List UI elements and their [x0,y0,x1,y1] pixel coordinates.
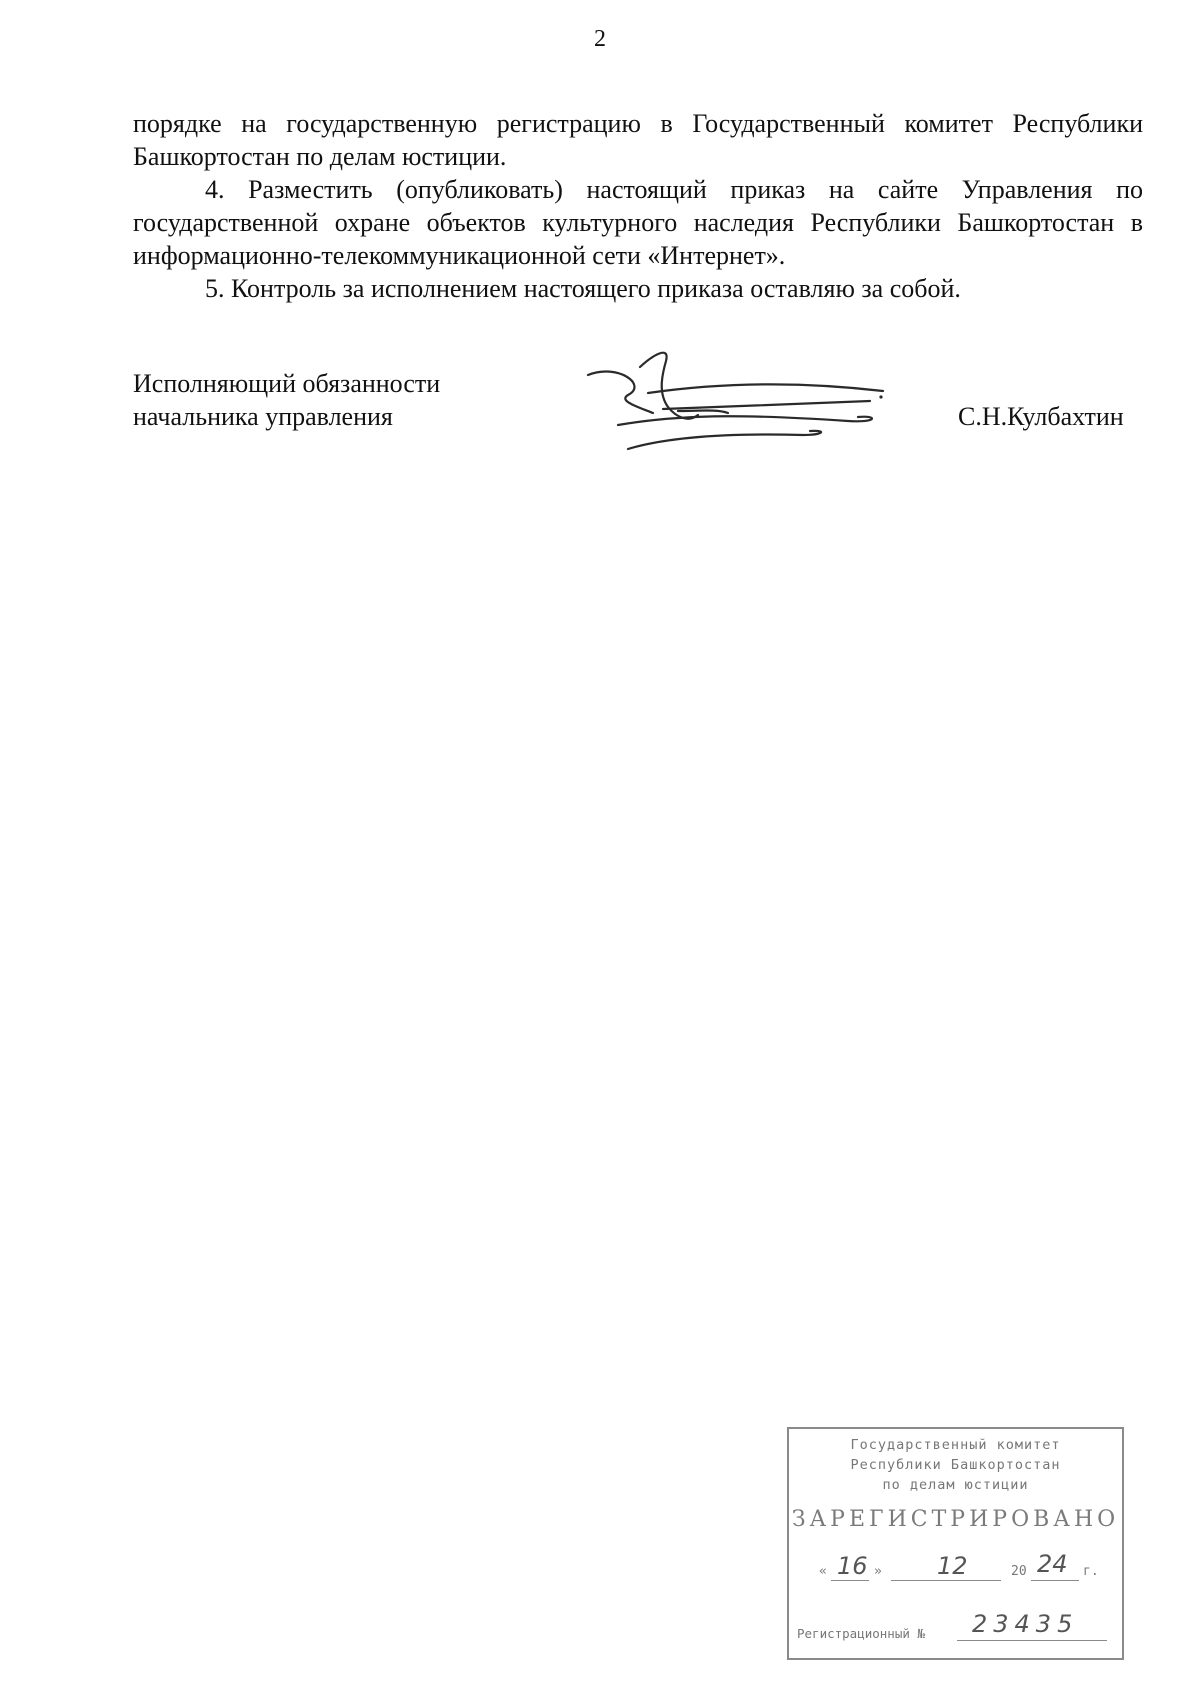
stamp-reg-number: 23435 [972,1610,1079,1638]
stamp-month: 12 [937,1552,968,1580]
signer-position [133,367,440,433]
stamp-quote-close: » [874,1564,882,1579]
signer-position-line2: начальника управления [133,402,393,431]
stamp-date [819,1550,1109,1584]
stamp-year-suffix: г. [1083,1564,1099,1579]
stamp-reg-label: Регистрационный № [797,1626,925,1641]
page-number: 2 [594,26,606,52]
stamp-authority-line1: Государственный комитет [850,1437,1061,1453]
paragraph-item-4: 4. Разместить (опубликовать) настоящий приказ на сайте Управления по государственной охране объектов культурного наследия Республики Башкортостан в информационно-телекоммуникационной сети «Интернет». [133,175,1143,270]
paragraph-continuation: порядке на государственную регистрацию в Государственный комитет Республики Башкортостан по делам юстиции. [133,109,1143,171]
signer-position-line1: Исполняющий обязанности [133,369,441,398]
stamp-registration [797,1610,1117,1646]
stamp-title: ЗАРЕГИСТРИРОВАНО [791,1507,1120,1532]
document-body [133,107,1143,305]
stamp-year-prefix: 20 [1011,1564,1027,1579]
paragraph-item-5: 5. Контроль за исполнением настоящего приказа оставляю за собой. [205,274,961,303]
stamp-day: 16 [837,1552,868,1580]
signer-name: С.Н.Кулбахтин [958,402,1124,431]
handwritten-signature [578,345,918,455]
registration-stamp [787,1427,1124,1660]
stamp-authority-line2: Республики Башкортостан [850,1457,1061,1473]
stamp-authority-line3: по делам юстиции [882,1477,1029,1493]
stamp-quote-open: « [819,1564,827,1579]
stamp-year: 24 [1037,1550,1068,1578]
